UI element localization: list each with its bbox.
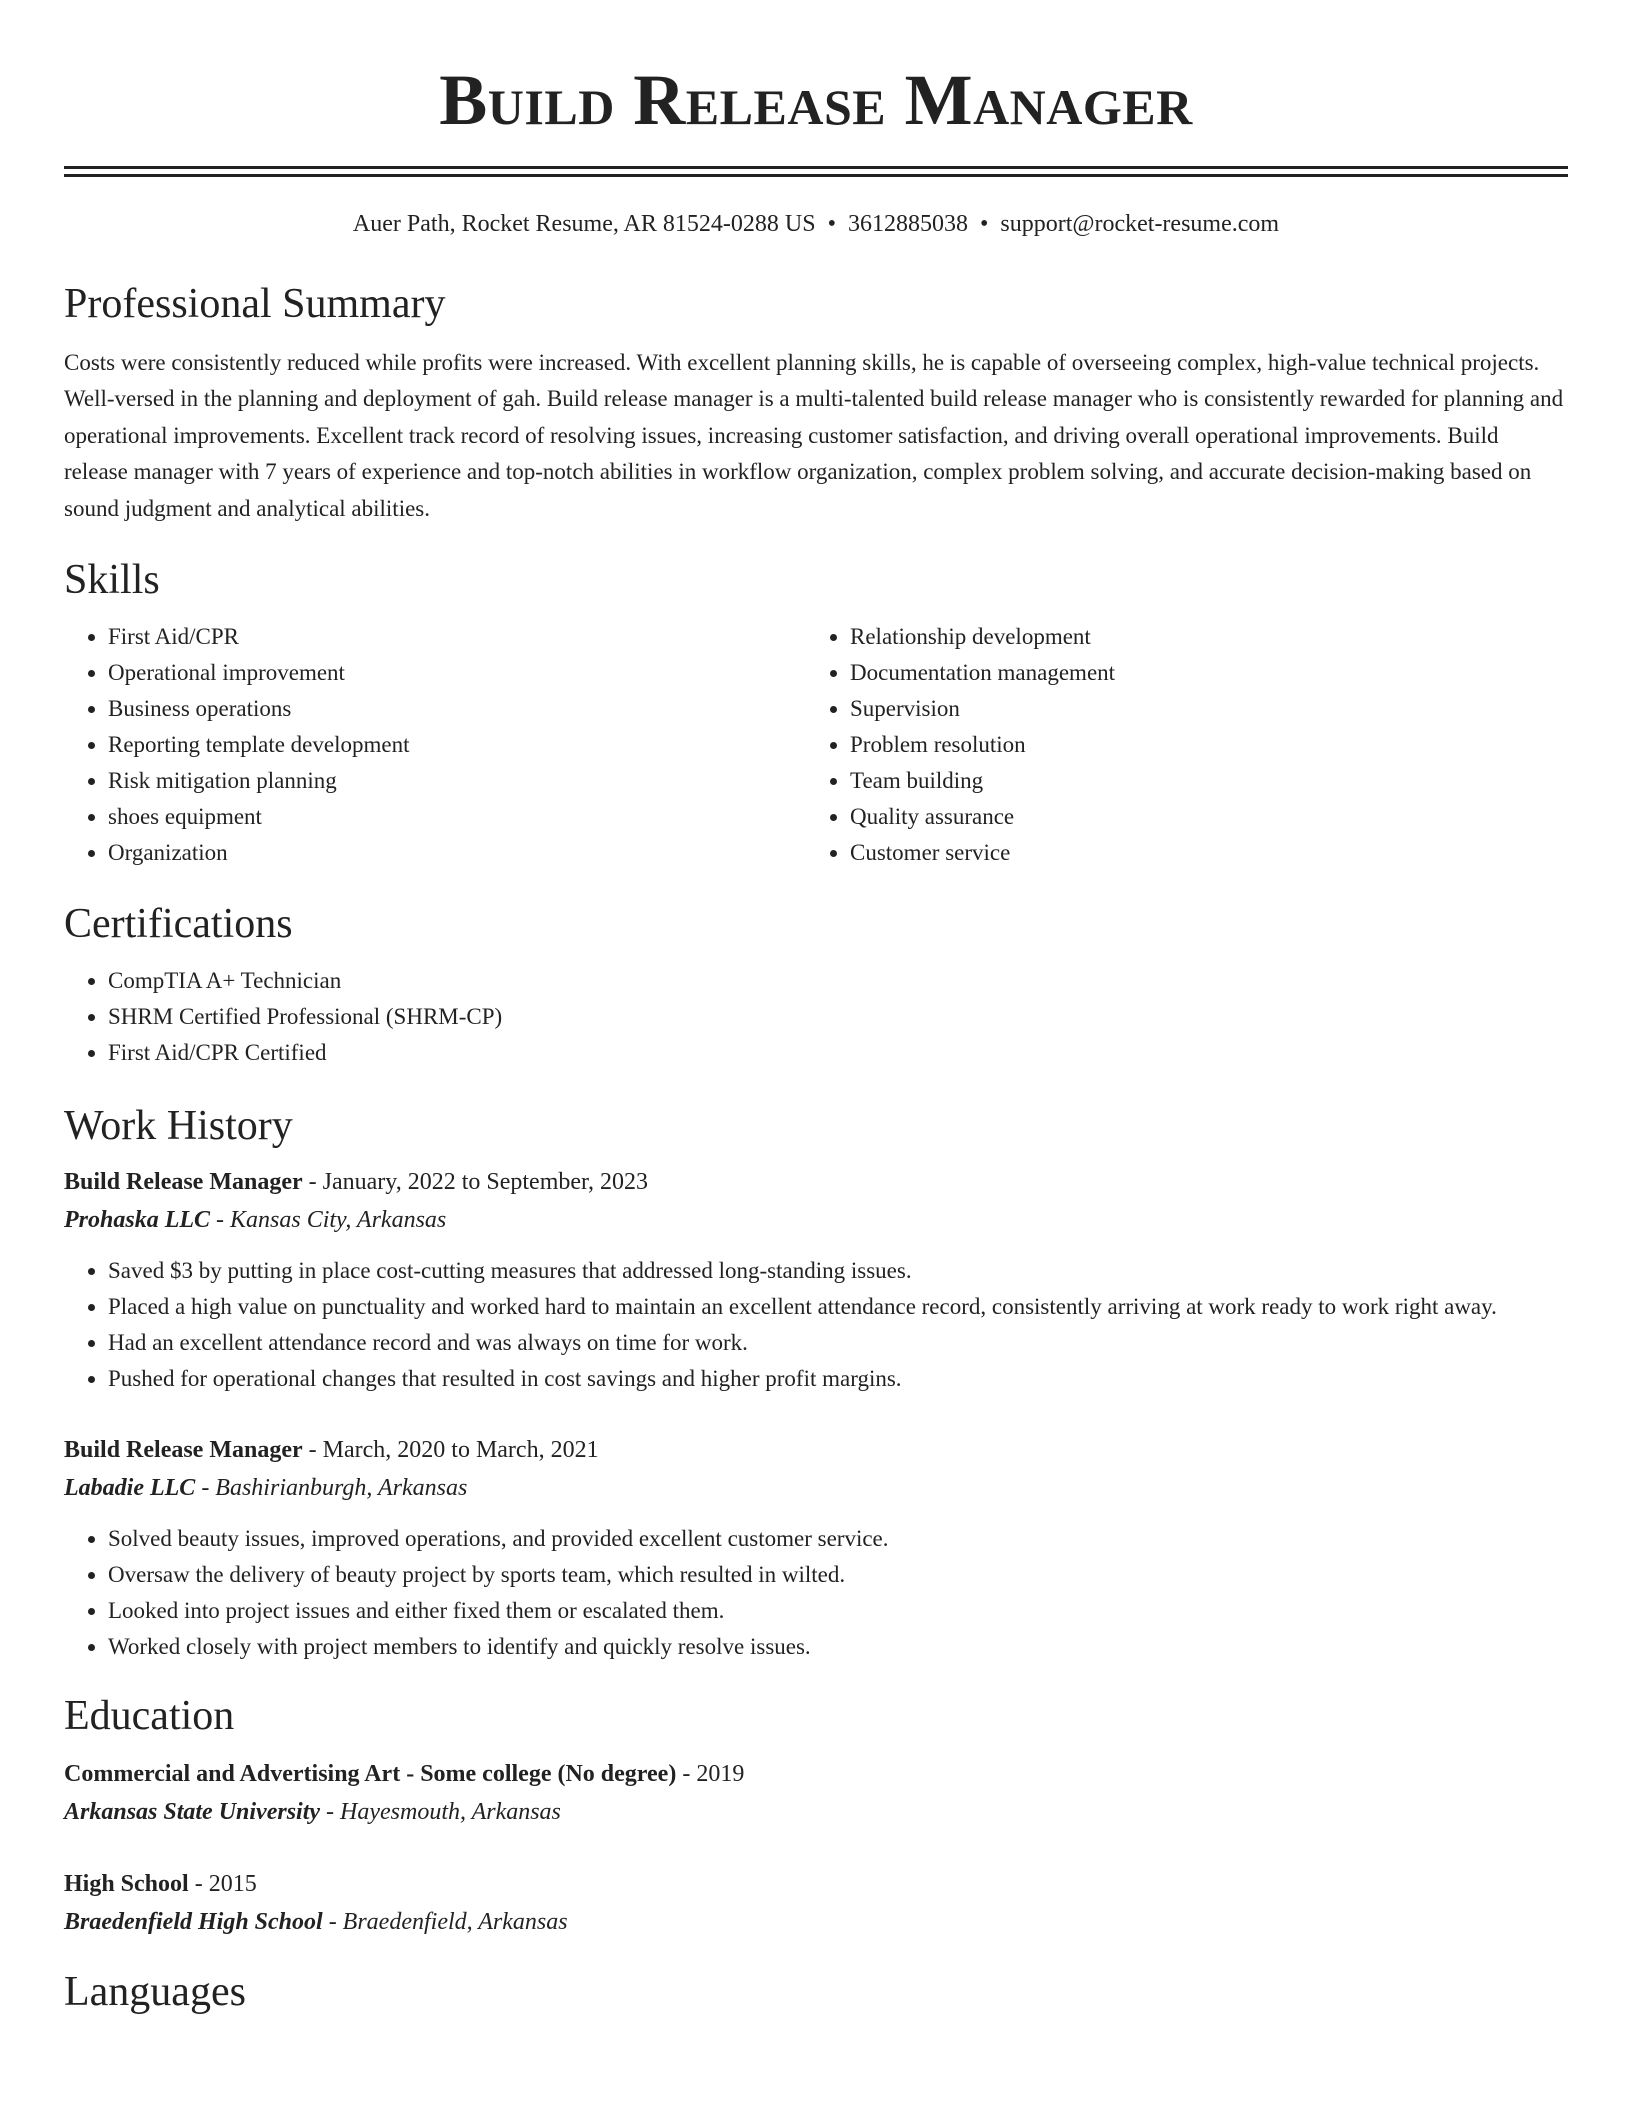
skill-item: • Risk mitigation planning bbox=[108, 763, 806, 799]
education-school: Arkansas State University bbox=[64, 1799, 321, 1826]
job-bullet: • Saved $3 by putting in place cost-cutting measures that addressed long-standing issues. bbox=[108, 1253, 1568, 1289]
education-school: Braedenfield High School bbox=[64, 1909, 323, 1936]
job-company-line bbox=[64, 1469, 1568, 1507]
job-company: Labadie LLC bbox=[64, 1475, 196, 1502]
skill-item: • Business operations bbox=[108, 691, 806, 727]
languages-heading: Languages bbox=[64, 1969, 246, 2016]
job-dates: - January, 2022 to September, 2023 bbox=[302, 1169, 649, 1196]
summary-heading: Professional Summary bbox=[64, 281, 446, 327]
summary-text: Costs were consistently reduced while profits were increased. With excellent planning skills, he is capable of overseeing complex, high-value technical projects. Well-versed in the planning and deployment of gah. Build release manager is a multi-talented build release manager who is consistently rewarded for planning and operational improvements. Excellent track record of resolving issues, increasing customer satisfaction, and driving overall operational improvements. Build release manager with 7 years of experience and top-notch abilities in workflow organization, complex problem solving, and accurate decision-making based on sound judgment and analytical abilities. bbox=[64, 350, 1564, 521]
certification-item: • CompTIA A+ Technician bbox=[108, 963, 1568, 999]
job-header bbox=[64, 1163, 1568, 1201]
skills-grid bbox=[64, 619, 1568, 871]
education-location: - Braedenfield, Arkansas bbox=[322, 1909, 568, 1936]
education-heading: Education bbox=[64, 1693, 235, 1740]
job-bullets bbox=[64, 1253, 1568, 1397]
education-header bbox=[64, 1755, 1568, 1793]
certification-item: • First Aid/CPR Certified bbox=[108, 1035, 1568, 1071]
skill-item: • shoes equipment bbox=[108, 799, 806, 835]
education-degree: Commercial and Advertising Art - Some college (No degree) bbox=[64, 1761, 677, 1788]
education-degree: High School bbox=[64, 1871, 189, 1898]
contact-separator: • bbox=[827, 211, 836, 237]
education-school-line bbox=[64, 1793, 1568, 1831]
resume-title: Build Release Manager bbox=[439, 60, 1193, 140]
certifications-list bbox=[64, 963, 1568, 1071]
certifications-section bbox=[64, 899, 1568, 1071]
education-header bbox=[64, 1865, 1568, 1903]
job-location: - Kansas City, Arkansas bbox=[210, 1207, 447, 1234]
languages-section bbox=[64, 1967, 1568, 2017]
skills-heading: Skills bbox=[64, 557, 160, 604]
education-entry bbox=[64, 1755, 1568, 1831]
skill-item: • Quality assurance bbox=[850, 799, 1548, 835]
contact-phone: 3612885038 bbox=[847, 211, 968, 237]
education-school-line bbox=[64, 1903, 1568, 1941]
summary-section bbox=[64, 279, 1568, 527]
job-bullet: • Looked into project issues and either fixed them or escalated them. bbox=[108, 1593, 1568, 1629]
title-double-rule bbox=[64, 166, 1568, 177]
job-entry bbox=[64, 1163, 1568, 1397]
skills-column-left bbox=[64, 619, 806, 871]
contact-email: support@rocket-resume.com bbox=[1000, 211, 1280, 237]
resume-page bbox=[64, 0, 1568, 2017]
education-entry bbox=[64, 1865, 1568, 1941]
skill-item: • Supervision bbox=[850, 691, 1548, 727]
job-bullet: • Worked closely with project members to identify and quickly resolve issues. bbox=[108, 1629, 1568, 1665]
skill-item: • Team building bbox=[850, 763, 1548, 799]
job-bullet: • Solved beauty issues, improved operations, and provided excellent customer service. bbox=[108, 1521, 1568, 1557]
certifications-heading: Certifications bbox=[64, 901, 293, 948]
skill-item: • Operational improvement bbox=[108, 655, 806, 691]
job-title: Build Release Manager bbox=[64, 1169, 303, 1196]
job-entry bbox=[64, 1431, 1568, 1665]
contact-separator: • bbox=[979, 211, 989, 237]
education-section bbox=[64, 1691, 1568, 1941]
contact-address: Auer Path, Rocket Resume, AR 81524-0288 US bbox=[352, 211, 816, 237]
job-company-line bbox=[64, 1201, 1568, 1239]
skills-list-left bbox=[64, 619, 806, 871]
skill-item: • Documentation management bbox=[850, 655, 1548, 691]
skill-item: • First Aid/CPR bbox=[108, 619, 806, 655]
skill-item: • Customer service bbox=[850, 835, 1548, 871]
job-header bbox=[64, 1431, 1568, 1469]
job-bullet: • Pushed for operational changes that resulted in cost savings and higher profit margins. bbox=[108, 1361, 1568, 1397]
skills-list-right bbox=[806, 619, 1548, 871]
job-bullets bbox=[64, 1521, 1568, 1665]
skill-item: • Relationship development bbox=[850, 619, 1548, 655]
contact-line bbox=[64, 209, 1568, 239]
job-bullet: • Oversaw the delivery of beauty project by sports team, which resulted in wilted. bbox=[108, 1557, 1568, 1593]
work-history-heading: Work History bbox=[64, 1103, 293, 1150]
job-bullet: • Had an excellent attendance record and was always on time for work. bbox=[108, 1325, 1568, 1361]
job-company: Prohaska LLC bbox=[64, 1207, 211, 1234]
education-location: - Hayesmouth, Arkansas bbox=[320, 1799, 561, 1826]
education-year: - 2019 bbox=[676, 1761, 745, 1788]
skills-section bbox=[64, 555, 1568, 871]
skill-item: • Reporting template development bbox=[108, 727, 806, 763]
job-bullet: • Placed a high value on punctuality and worked hard to maintain an excellent attendance record, consistently arriving at work ready to work right away. bbox=[108, 1289, 1568, 1325]
skill-item: • Problem resolution bbox=[850, 727, 1548, 763]
certification-item: • SHRM Certified Professional (SHRM-CP) bbox=[108, 999, 1568, 1035]
job-dates: - March, 2020 to March, 2021 bbox=[302, 1437, 599, 1464]
skill-item: • Organization bbox=[108, 835, 806, 871]
job-location: - Bashirianburgh, Arkansas bbox=[195, 1475, 468, 1502]
work-history-section bbox=[64, 1101, 1568, 1665]
job-title: Build Release Manager bbox=[64, 1437, 303, 1464]
skills-column-right bbox=[806, 619, 1548, 871]
education-year: - 2015 bbox=[188, 1871, 257, 1898]
